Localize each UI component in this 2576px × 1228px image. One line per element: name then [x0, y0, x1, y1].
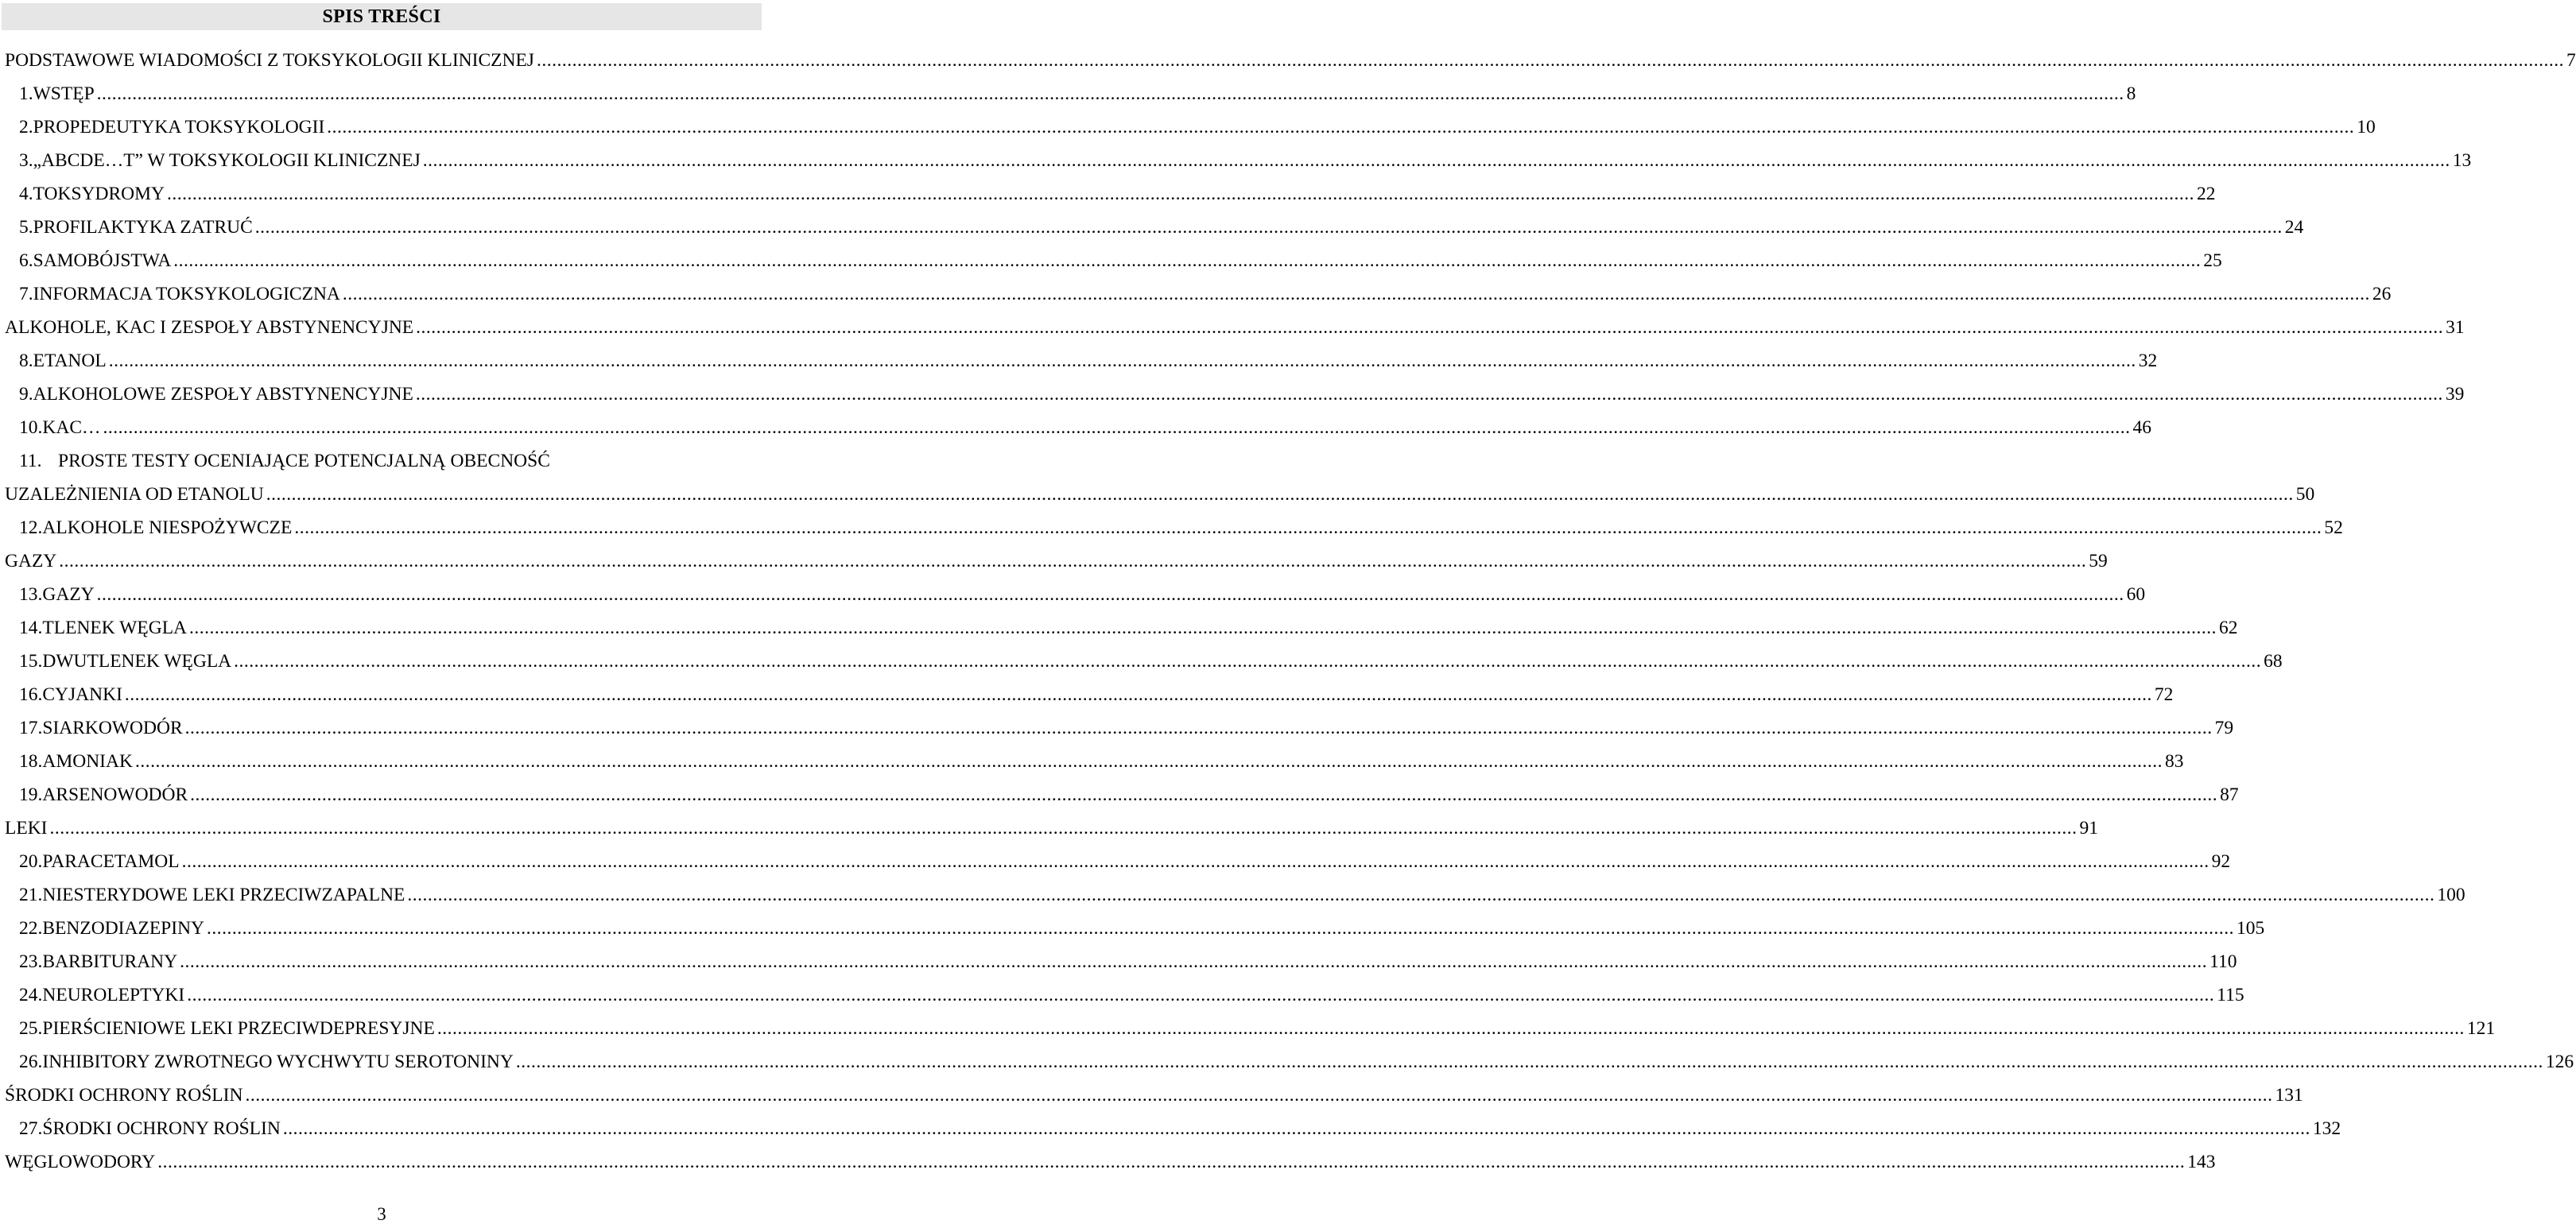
toc-entry-label: INFORMACJA TOKSYKOLOGICZNA	[33, 284, 340, 304]
toc-entry-leader-line	[19, 378, 2465, 411]
dot-leader: ................................................................................................................................................................................................................................................................................................................................................................................................................	[59, 551, 2087, 571]
toc-entry-label: KAC…	[42, 417, 101, 438]
dot-leader: ................................................................................................................................................................................................................................................................................................................................................................................................................	[327, 117, 2355, 138]
toc-entry-page: 91	[2079, 818, 2099, 839]
toc-entry	[0, 978, 2244, 1012]
toc-entry-leader-line	[19, 678, 2174, 711]
toc-entry-page: 59	[2089, 551, 2108, 571]
toc-entry-label: ŚRODKI OCHRONY ROŚLIN	[5, 1085, 243, 1106]
toc-entry-leader-line	[19, 912, 2265, 945]
toc-entry-page: 62	[2219, 618, 2238, 638]
toc-entry-leader-line	[19, 110, 2376, 144]
toc-entry-label: ALKOHOLE NIESPOŻYWCZE	[42, 517, 293, 538]
toc-entry-number: 1.	[19, 83, 33, 104]
toc-entry-page: 115	[2217, 985, 2244, 1005]
toc-entry-number: 18.	[19, 751, 43, 772]
toc-entry-page: 121	[2466, 1018, 2496, 1039]
toc-entry-page: 52	[2324, 517, 2343, 538]
toc-entry-page: 87	[2220, 784, 2239, 805]
toc-entry-page: 72	[2154, 684, 2174, 705]
toc-entry-page: 100	[2437, 885, 2465, 905]
toc-entry-number: 8.	[19, 351, 33, 371]
dot-leader: ................................................................................................................................................................................................................................................................................................................................................................................................................	[124, 684, 2152, 705]
toc-entry-page: 68	[2264, 651, 2283, 672]
dot-leader: ................................................................................................................................................................................................................................................................................................................................................................................................................	[187, 985, 2215, 1005]
toc-entry-label: TOKSYDROMY	[33, 184, 165, 204]
toc-entry-leader-line	[5, 478, 2315, 511]
toc-entry-label: GAZY	[5, 551, 57, 571]
toc-entry-label: ARSENOWODÓR	[42, 784, 188, 805]
toc-entry-leader-line	[19, 578, 2146, 611]
toc-entry-number: 20.	[19, 851, 43, 872]
toc-entry	[0, 511, 2343, 544]
toc-entry-leader-line	[19, 177, 2216, 211]
toc-title-bar	[2, 3, 762, 30]
toc-entry-number: 27.	[19, 1118, 43, 1139]
toc-entry-number: 23.	[19, 951, 43, 972]
toc-entry-page: 25	[2203, 250, 2222, 271]
toc-entry-label: „ABCDE…T” W TOKSYKOLOGII KLINICZNEJ	[33, 150, 421, 171]
toc-entry-number: 9.	[19, 384, 33, 405]
dot-leader: ................................................................................................................................................................................................................................................................................................................................................................................................................	[245, 1085, 2273, 1106]
toc-entry-number: 24.	[19, 985, 43, 1005]
toc-entry	[0, 1045, 2574, 1079]
page-number: 3	[377, 1204, 386, 1224]
toc-entry	[0, 878, 2465, 912]
toc-entry-label: PODSTAWOWE WIADOMOŚCI Z TOKSYKOLOGII KLINICZNEJ	[5, 50, 534, 71]
toc-entry-leader-line	[19, 1045, 2574, 1079]
toc-entry-label: DWUTLENEK WĘGLA	[42, 651, 232, 672]
toc-entry-leader-line	[19, 344, 2158, 378]
toc-entry-page: 46	[2132, 417, 2151, 438]
toc-entry-leader-line	[5, 44, 2576, 77]
toc-entry-page: 26	[2372, 284, 2392, 304]
toc-entry	[0, 778, 2239, 812]
toc-entry-number: 21.	[19, 885, 43, 905]
toc-entry	[0, 945, 2237, 978]
toc-entry-leader-line	[19, 711, 2234, 745]
toc-entry-label: PROSTE TESTY OCENIAJĄCE POTENCJALNĄ OBECNOŚĆ	[58, 451, 550, 471]
toc-entry-leader-line	[19, 1012, 2496, 1045]
toc-entry-leader-line	[5, 311, 2465, 344]
toc-entry-label: ALKOHOLE, KAC I ZESPOŁY ABSTYNENCYJNE	[5, 317, 414, 338]
toc-entry-leader-line	[19, 778, 2239, 812]
toc-entry-number: 6.	[19, 250, 33, 271]
toc-entry-number: 15.	[19, 651, 43, 672]
toc-entry-page: 110	[2209, 951, 2237, 972]
dot-leader: ................................................................................................................................................................................................................................................................................................................................................................................................................	[422, 150, 2450, 171]
toc-entry-number: 10.	[19, 417, 43, 438]
dot-leader: ................................................................................................................................................................................................................................................................................................................................................................................................................	[207, 918, 2235, 939]
toc-entry-page: 7	[2566, 50, 2576, 71]
toc-section-entry	[0, 311, 2465, 344]
toc-entry	[0, 745, 2184, 778]
toc-entry-page: 132	[2312, 1118, 2341, 1139]
toc-entry-page: 131	[2275, 1085, 2303, 1106]
toc-entry-leader-line	[19, 244, 2222, 277]
toc-entry	[0, 444, 2315, 511]
toc-entry-number: 12.	[19, 517, 43, 538]
toc-entry-leader-line	[19, 144, 2472, 177]
toc-entry-page: 50	[2295, 484, 2315, 505]
toc-entry	[0, 645, 2283, 678]
dot-leader: ................................................................................................................................................................................................................................................................................................................................................................................................................	[282, 1118, 2310, 1139]
toc-entry-page: 32	[2138, 351, 2158, 371]
toc-entry-page: 10	[2357, 117, 2376, 138]
toc-entry-number: 2.	[19, 117, 33, 138]
dot-leader: ................................................................................................................................................................................................................................................................................................................................................................................................................	[515, 1052, 2543, 1072]
dot-leader: ................................................................................................................................................................................................................................................................................................................................................................................................................	[342, 284, 2370, 304]
toc-entry-number: 14.	[19, 618, 43, 638]
toc-entry	[0, 912, 2265, 945]
toc-entry-leader-line	[19, 1112, 2341, 1145]
toc-entry	[0, 77, 2136, 110]
dot-leader: ................................................................................................................................................................................................................................................................................................................................................................................................................	[49, 818, 2077, 839]
toc-entry-page: 8	[2126, 83, 2136, 104]
toc-entry-number: 7.	[19, 284, 33, 304]
toc-entry-label: NEUROLEPTYKI	[42, 985, 185, 1005]
toc-entry-label: CYJANKI	[42, 684, 122, 705]
toc-entry-leader-line	[19, 645, 2283, 678]
toc-entry-page: 22	[2197, 184, 2216, 204]
toc-entry-leader-line	[19, 211, 2304, 244]
toc-entry-leader-line	[19, 745, 2184, 778]
dot-leader: ................................................................................................................................................................................................................................................................................................................................................................................................................	[184, 718, 2213, 738]
toc-entry	[0, 1112, 2341, 1145]
toc-entry	[0, 711, 2234, 745]
toc-entry-page: 79	[2214, 718, 2234, 738]
dot-leader: ................................................................................................................................................................................................................................................................................................................................................................................................................	[234, 651, 2262, 672]
dot-leader: ................................................................................................................................................................................................................................................................................................................................................................................................................	[180, 951, 2208, 972]
toc-entry-leader-line	[5, 544, 2108, 578]
dot-leader: ................................................................................................................................................................................................................................................................................................................................................................................................................	[173, 250, 2202, 271]
toc-entry-leader-line	[19, 277, 2392, 311]
toc-entry	[0, 578, 2146, 611]
toc-entry	[0, 277, 2392, 311]
toc-entry-number: 16.	[19, 684, 43, 705]
toc-entry	[0, 177, 2216, 211]
toc-entry-first-line	[19, 444, 550, 478]
toc-entry	[0, 845, 2231, 878]
dot-leader: ................................................................................................................................................................................................................................................................................................................................................................................................................	[189, 618, 2217, 638]
toc-entry-leader-line	[19, 878, 2465, 912]
toc-entry-label: ALKOHOLOWE ZESPOŁY ABSTYNENCYJNE	[33, 384, 413, 405]
toc-entry-label: AMONIAK	[42, 751, 133, 772]
toc-entry-label: SAMOBÓJSTWA	[33, 250, 172, 271]
dot-leader: ................................................................................................................................................................................................................................................................................................................................................................................................................	[407, 885, 2435, 905]
toc-entry-number: 19.	[19, 784, 43, 805]
dot-leader: ................................................................................................................................................................................................................................................................................................................................................................................................................	[436, 1018, 2465, 1039]
toc-section-entry	[0, 1079, 2303, 1112]
dot-leader: ................................................................................................................................................................................................................................................................................................................................................................................................................	[96, 584, 2124, 605]
toc-entry-label: ETANOL	[33, 351, 107, 371]
toc-entry-label: ŚRODKI OCHRONY ROŚLIN	[42, 1118, 281, 1139]
toc-entry-number: 4.	[19, 184, 33, 204]
toc-entry-label: GAZY	[42, 584, 95, 605]
toc-entry-page: 92	[2211, 851, 2231, 872]
toc-entry-label: PIERŚCIENIOWE LEKI PRZECIWDEPRESYJNE	[42, 1018, 435, 1039]
toc-entry	[0, 211, 2304, 244]
toc-entry-leader-line	[19, 77, 2136, 110]
toc-entry	[0, 144, 2472, 177]
dot-leader: ................................................................................................................................................................................................................................................................................................................................................................................................................	[416, 317, 2444, 338]
dot-leader: ................................................................................................................................................................................................................................................................................................................................................................................................................	[108, 351, 2136, 371]
toc-entry	[0, 378, 2465, 411]
toc-entry-number: 5.	[19, 217, 33, 238]
toc-entry-number: 25.	[19, 1018, 43, 1039]
toc-entry-page: 143	[2187, 1152, 2216, 1172]
toc-entry-number: 3.	[19, 150, 33, 171]
toc-entry-label: PARACETAMOL	[42, 851, 180, 872]
toc-entry-leader-line	[19, 978, 2244, 1012]
toc-entry	[0, 110, 2376, 144]
toc-entry-label: PROFILAKTYKA ZATRUĆ	[33, 217, 253, 238]
toc-entry-leader-line	[5, 1145, 2216, 1179]
toc-entry-leader-line	[5, 812, 2099, 845]
toc-entry-page: 60	[2126, 584, 2146, 605]
toc-section-entry	[0, 1145, 2216, 1179]
dot-leader: ................................................................................................................................................................................................................................................................................................................................................................................................................	[294, 517, 2322, 538]
toc-entry	[0, 244, 2222, 277]
toc-entry-leader-line	[19, 611, 2238, 645]
toc-entry-label: NIESTERYDOWE LEKI PRZECIWZAPALNE	[42, 885, 405, 905]
toc-entry-page: 24	[2284, 217, 2304, 238]
toc-section-entry	[0, 812, 2099, 845]
dot-leader: ................................................................................................................................................................................................................................................................................................................................................................................................................	[181, 851, 2209, 872]
toc-entry-leader-line	[5, 1079, 2303, 1112]
toc-entry-leader-line	[19, 845, 2231, 878]
dot-leader: ................................................................................................................................................................................................................................................................................................................................................................................................................	[254, 217, 2283, 238]
toc-section-entry	[0, 544, 2108, 578]
dot-leader: ................................................................................................................................................................................................................................................................................................................................................................................................................	[190, 784, 2218, 805]
toc-entry-label: BENZODIAZEPINY	[42, 918, 205, 939]
toc-entry-label: SIARKOWODÓR	[42, 718, 183, 738]
dot-leader: ................................................................................................................................................................................................................................................................................................................................................................................................................	[96, 83, 2124, 104]
dot-leader: ................................................................................................................................................................................................................................................................................................................................................................................................................	[103, 417, 2131, 438]
toc-entry-page: 39	[2445, 384, 2465, 405]
toc-entry-leader-line	[19, 945, 2237, 978]
toc-entry-label: BARBITURANY	[42, 951, 178, 972]
dot-leader: ................................................................................................................................................................................................................................................................................................................................................................................................................	[167, 184, 2195, 204]
dot-leader: ................................................................................................................................................................................................................................................................................................................................................................................................................	[157, 1152, 2186, 1172]
dot-leader: ................................................................................................................................................................................................................................................................................................................................................................................................................	[536, 50, 2564, 71]
toc-entry-number: 17.	[19, 718, 43, 738]
toc-entry-label-continued: UZALEŻNIENIA OD ETANOLU	[5, 484, 264, 505]
toc-entry	[0, 678, 2174, 711]
toc-entry-number: 26.	[19, 1052, 43, 1072]
toc-entry-page: 13	[2452, 150, 2472, 171]
toc-entry-label: WSTĘP	[33, 83, 95, 104]
toc-entry-page: 126	[2545, 1052, 2574, 1072]
toc-entry	[0, 411, 2151, 444]
dot-leader: ................................................................................................................................................................................................................................................................................................................................................................................................................	[266, 484, 2294, 505]
toc-entry-label: WĘGLOWODORY	[5, 1152, 156, 1172]
toc-entry-page: 105	[2237, 918, 2265, 939]
page-title: SPIS TREŚCI	[322, 6, 441, 27]
dot-leader: ................................................................................................................................................................................................................................................................................................................................................................................................................	[415, 384, 2443, 405]
toc-section-entry	[0, 44, 2576, 77]
toc-entry-label: TLENEK WĘGLA	[42, 618, 188, 638]
toc-entry-leader-line	[19, 511, 2343, 544]
toc-entry	[0, 344, 2158, 378]
toc-entry	[0, 1012, 2496, 1045]
toc-entry-number: 11.	[19, 451, 42, 471]
toc-entry-label: LEKI	[5, 818, 48, 839]
toc-entry-label: PROPEDEUTYKA TOKSYKOLOGII	[33, 117, 325, 138]
toc-entry-page: 31	[2446, 317, 2465, 338]
toc-entry-number: 22.	[19, 918, 43, 939]
dot-leader: ................................................................................................................................................................................................................................................................................................................................................................................................................	[134, 751, 2163, 772]
toc-entry-leader-line	[19, 411, 2151, 444]
toc-entry-label: INHIBITORY ZWROTNEGO WYCHWYTU SEROTONINY	[42, 1052, 514, 1072]
toc-entry	[0, 611, 2238, 645]
toc-entry-page: 83	[2164, 751, 2184, 772]
toc-entry-number: 13.	[19, 584, 43, 605]
